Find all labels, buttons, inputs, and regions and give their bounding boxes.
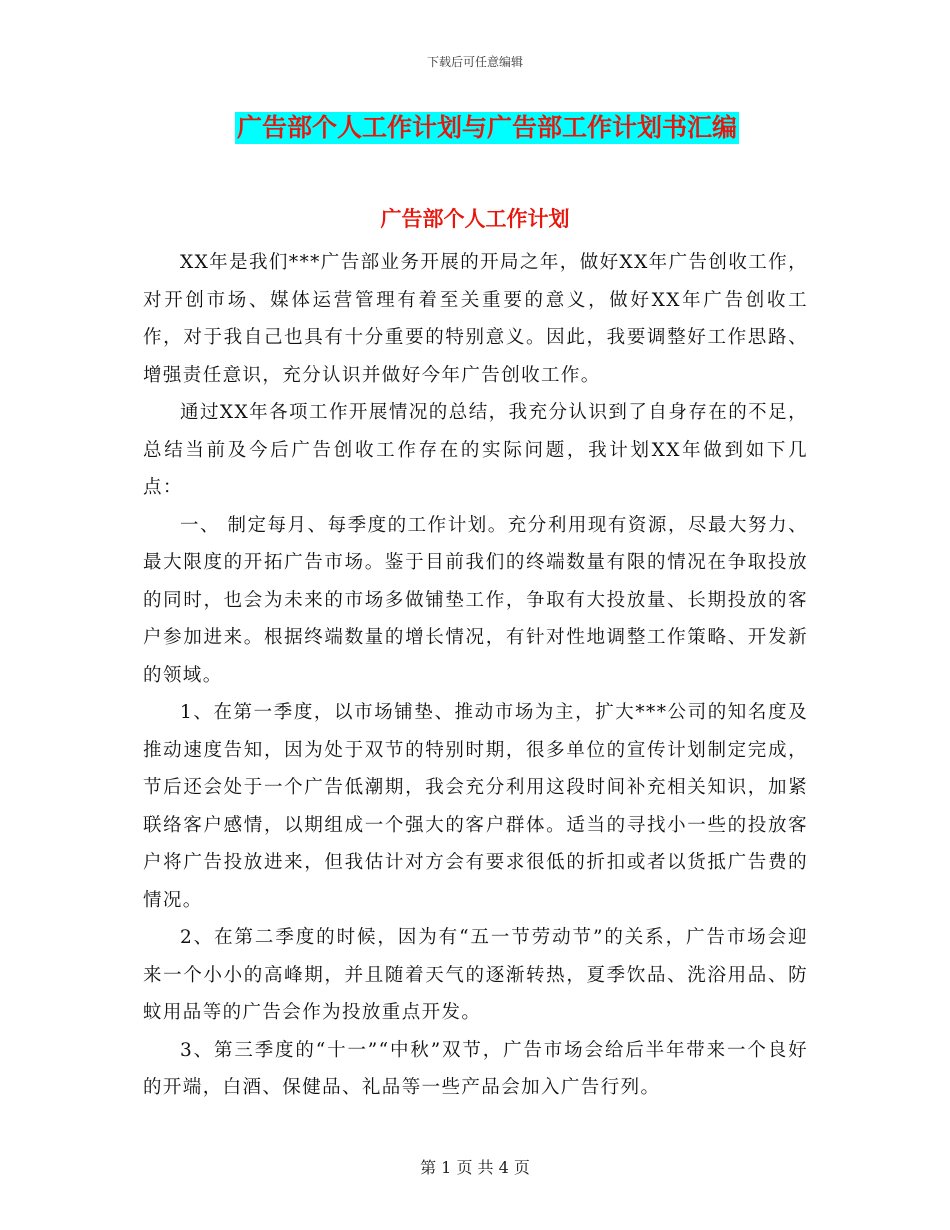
paragraph-quarter-two: 2、在第二季度的时候，因为有“五一节劳动节”的关系，广告市场会迎来一个小小的高峰期，并且随着天气的逐渐转热，夏季饮品、洗浴用品、防蚊用品等的广告会作为投放重点开发。	[143, 927, 808, 1023]
page-footer: 第 1 页 共 4 页	[420, 1158, 530, 1177]
document-body	[143, 244, 808, 1107]
paragraph-intro: XX年是我们***广告部业务开展的开局之年，做好XX年广告创收工作，对开创市场、媒体运营管理有着至关重要的意义，做好XX年广告创收工作，对于我自己也具有十分重要的特别意义。因此，我要调整好工作思路、增强责任意识，充分认识并做好今年广告创收工作。	[143, 252, 808, 386]
header-note: 下载后可任意编辑	[426, 55, 523, 69]
paragraph-summary: 通过XX年各项工作开展情况的总结，我充分认识到了自身存在的不足，总结当前及今后广告创收工作存在的实际问题，我计划XX年做到如下几点：	[143, 402, 808, 498]
paragraph-quarter-three: 3、第三季度的“十一”“中秋”双节，广告市场会给后半年带来一个良好的开端，白酒、保健品、礼品等一些产品会加入广告行列。	[143, 1039, 808, 1098]
document-title: 广告部个人工作计划与广告部工作计划书汇编	[237, 113, 738, 142]
section-title: 广告部个人工作计划	[380, 207, 570, 231]
paragraph-point-one: 一、 制定每月、每季度的工作计划。充分利用现有资源，尽最大努力、最大限度的开拓广告市场。鉴于目前我们的终端数量有限的情况在争取投放的同时，也会为未来的市场多做铺垫工作，争取有大投放量、长期投放的客户参加进来。根据终端数量的增长情况，有针对性地调整工作策略、开发新的领域。	[143, 514, 808, 686]
paragraph-quarter-one: 1、在第一季度，以市场铺垫、推动市场为主，扩大***公司的知名度及推动速度告知，因为处于双节的特别时期，很多单位的宣传计划制定完成，节后还会处于一个广告低潮期，我会充分利用这段时间补充相关知识，加紧联络客户感情，以期组成一个强大的客户群体。适当的寻找小一些的投放客户将广告投放进来，但我估计对方会有要求很低的折扣或者以货抵广告费的情况。	[143, 702, 808, 911]
